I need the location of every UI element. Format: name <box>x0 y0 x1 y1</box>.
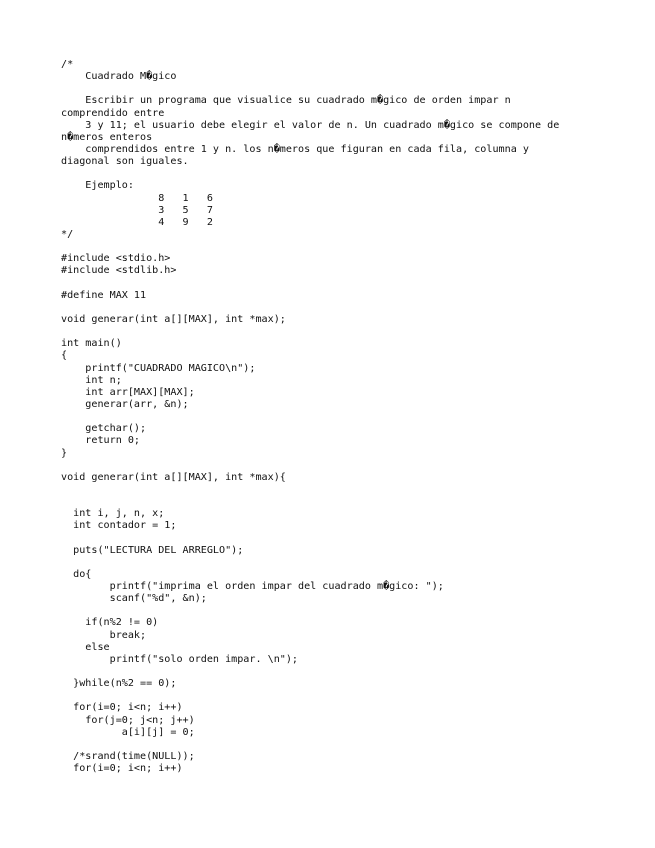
code-line: void generar(int a[][MAX], int *max); <box>61 313 286 325</box>
code-line: diagonal son iguales. <box>61 156 189 168</box>
code-line: generar(arr, &n); <box>61 398 189 410</box>
code-line: #include <stdlib.h> <box>61 265 177 277</box>
code-line: printf("imprima el orden impar del cuadrado m�gico: "); <box>61 581 444 593</box>
code-line: int arr[MAX][MAX]; <box>61 386 195 398</box>
code-line <box>61 690 641 702</box>
code-line: for(i=0; i<n; i++) <box>61 702 183 714</box>
code-line: scanf("%d", &n); <box>61 593 207 605</box>
code-line: return 0; <box>61 435 141 447</box>
code-line: comprendidos entre 1 y n. los n�meros que figuran en cada fila, columna y <box>61 143 529 155</box>
code-line <box>61 326 641 338</box>
code-line: puts("LECTURA DEL ARREGLO"); <box>61 544 244 556</box>
code-line <box>61 496 641 508</box>
code-line: comprendido entre <box>61 107 165 119</box>
code-line: 3 5 7 <box>61 204 213 216</box>
code-line: int n; <box>61 374 122 386</box>
code-line: getchar(); <box>61 423 147 435</box>
code-line <box>61 83 641 95</box>
code-line <box>61 278 641 290</box>
code-line: do{ <box>61 568 92 580</box>
code-line: Cuadrado M�gico <box>61 71 177 83</box>
code-line <box>61 605 641 617</box>
code-line: printf("CUADRADO MAGICO\n"); <box>61 362 256 374</box>
code-line <box>61 557 641 569</box>
code-line <box>61 241 641 253</box>
code-line <box>61 411 641 423</box>
code-line: /* <box>61 59 74 70</box>
code-line: for(j=0; j<n; j++) <box>61 714 195 726</box>
code-line: int i, j, n, x; <box>61 508 165 520</box>
code-line: Escribir un programa que visualice su cuadrado m�gico de orden impar n <box>61 95 511 107</box>
code-line <box>61 484 641 496</box>
code-line <box>61 302 641 314</box>
code-line: int main() <box>61 338 122 350</box>
code-line: #define MAX 11 <box>61 289 147 301</box>
code-line <box>61 739 641 751</box>
code-line: 4 9 2 <box>61 216 213 228</box>
code-line <box>61 168 641 180</box>
code-line: 3 y 11; el usuario debe elegir el valor de n. Un cuadrado m�gico se compone de <box>61 119 560 131</box>
code-line: Ejemplo: <box>61 180 134 192</box>
code-line <box>61 666 641 678</box>
code-line: /*srand(time(NULL)); <box>61 751 195 763</box>
code-line: { <box>61 350 68 362</box>
code-line: printf("solo orden impar. \n"); <box>61 653 299 665</box>
code-line: a[i][j] = 0; <box>61 726 195 738</box>
code-line <box>61 532 641 544</box>
code-line: 8 1 6 <box>61 192 213 204</box>
code-line: else <box>61 641 110 653</box>
code-line: break; <box>61 629 147 641</box>
code-line: } <box>61 447 68 459</box>
code-line: for(i=0; i<n; i++) <box>61 763 183 775</box>
source-code-listing <box>61 59 641 775</box>
code-line: }while(n%2 == 0); <box>61 678 177 690</box>
code-line <box>61 460 641 472</box>
code-line: n�meros enteros <box>61 131 153 143</box>
code-line: void generar(int a[][MAX], int *max){ <box>61 471 286 483</box>
code-line: if(n%2 != 0) <box>61 617 159 629</box>
code-line: #include <stdio.h> <box>61 253 171 265</box>
code-line: int contador = 1; <box>61 520 177 532</box>
code-line: */ <box>61 228 74 240</box>
